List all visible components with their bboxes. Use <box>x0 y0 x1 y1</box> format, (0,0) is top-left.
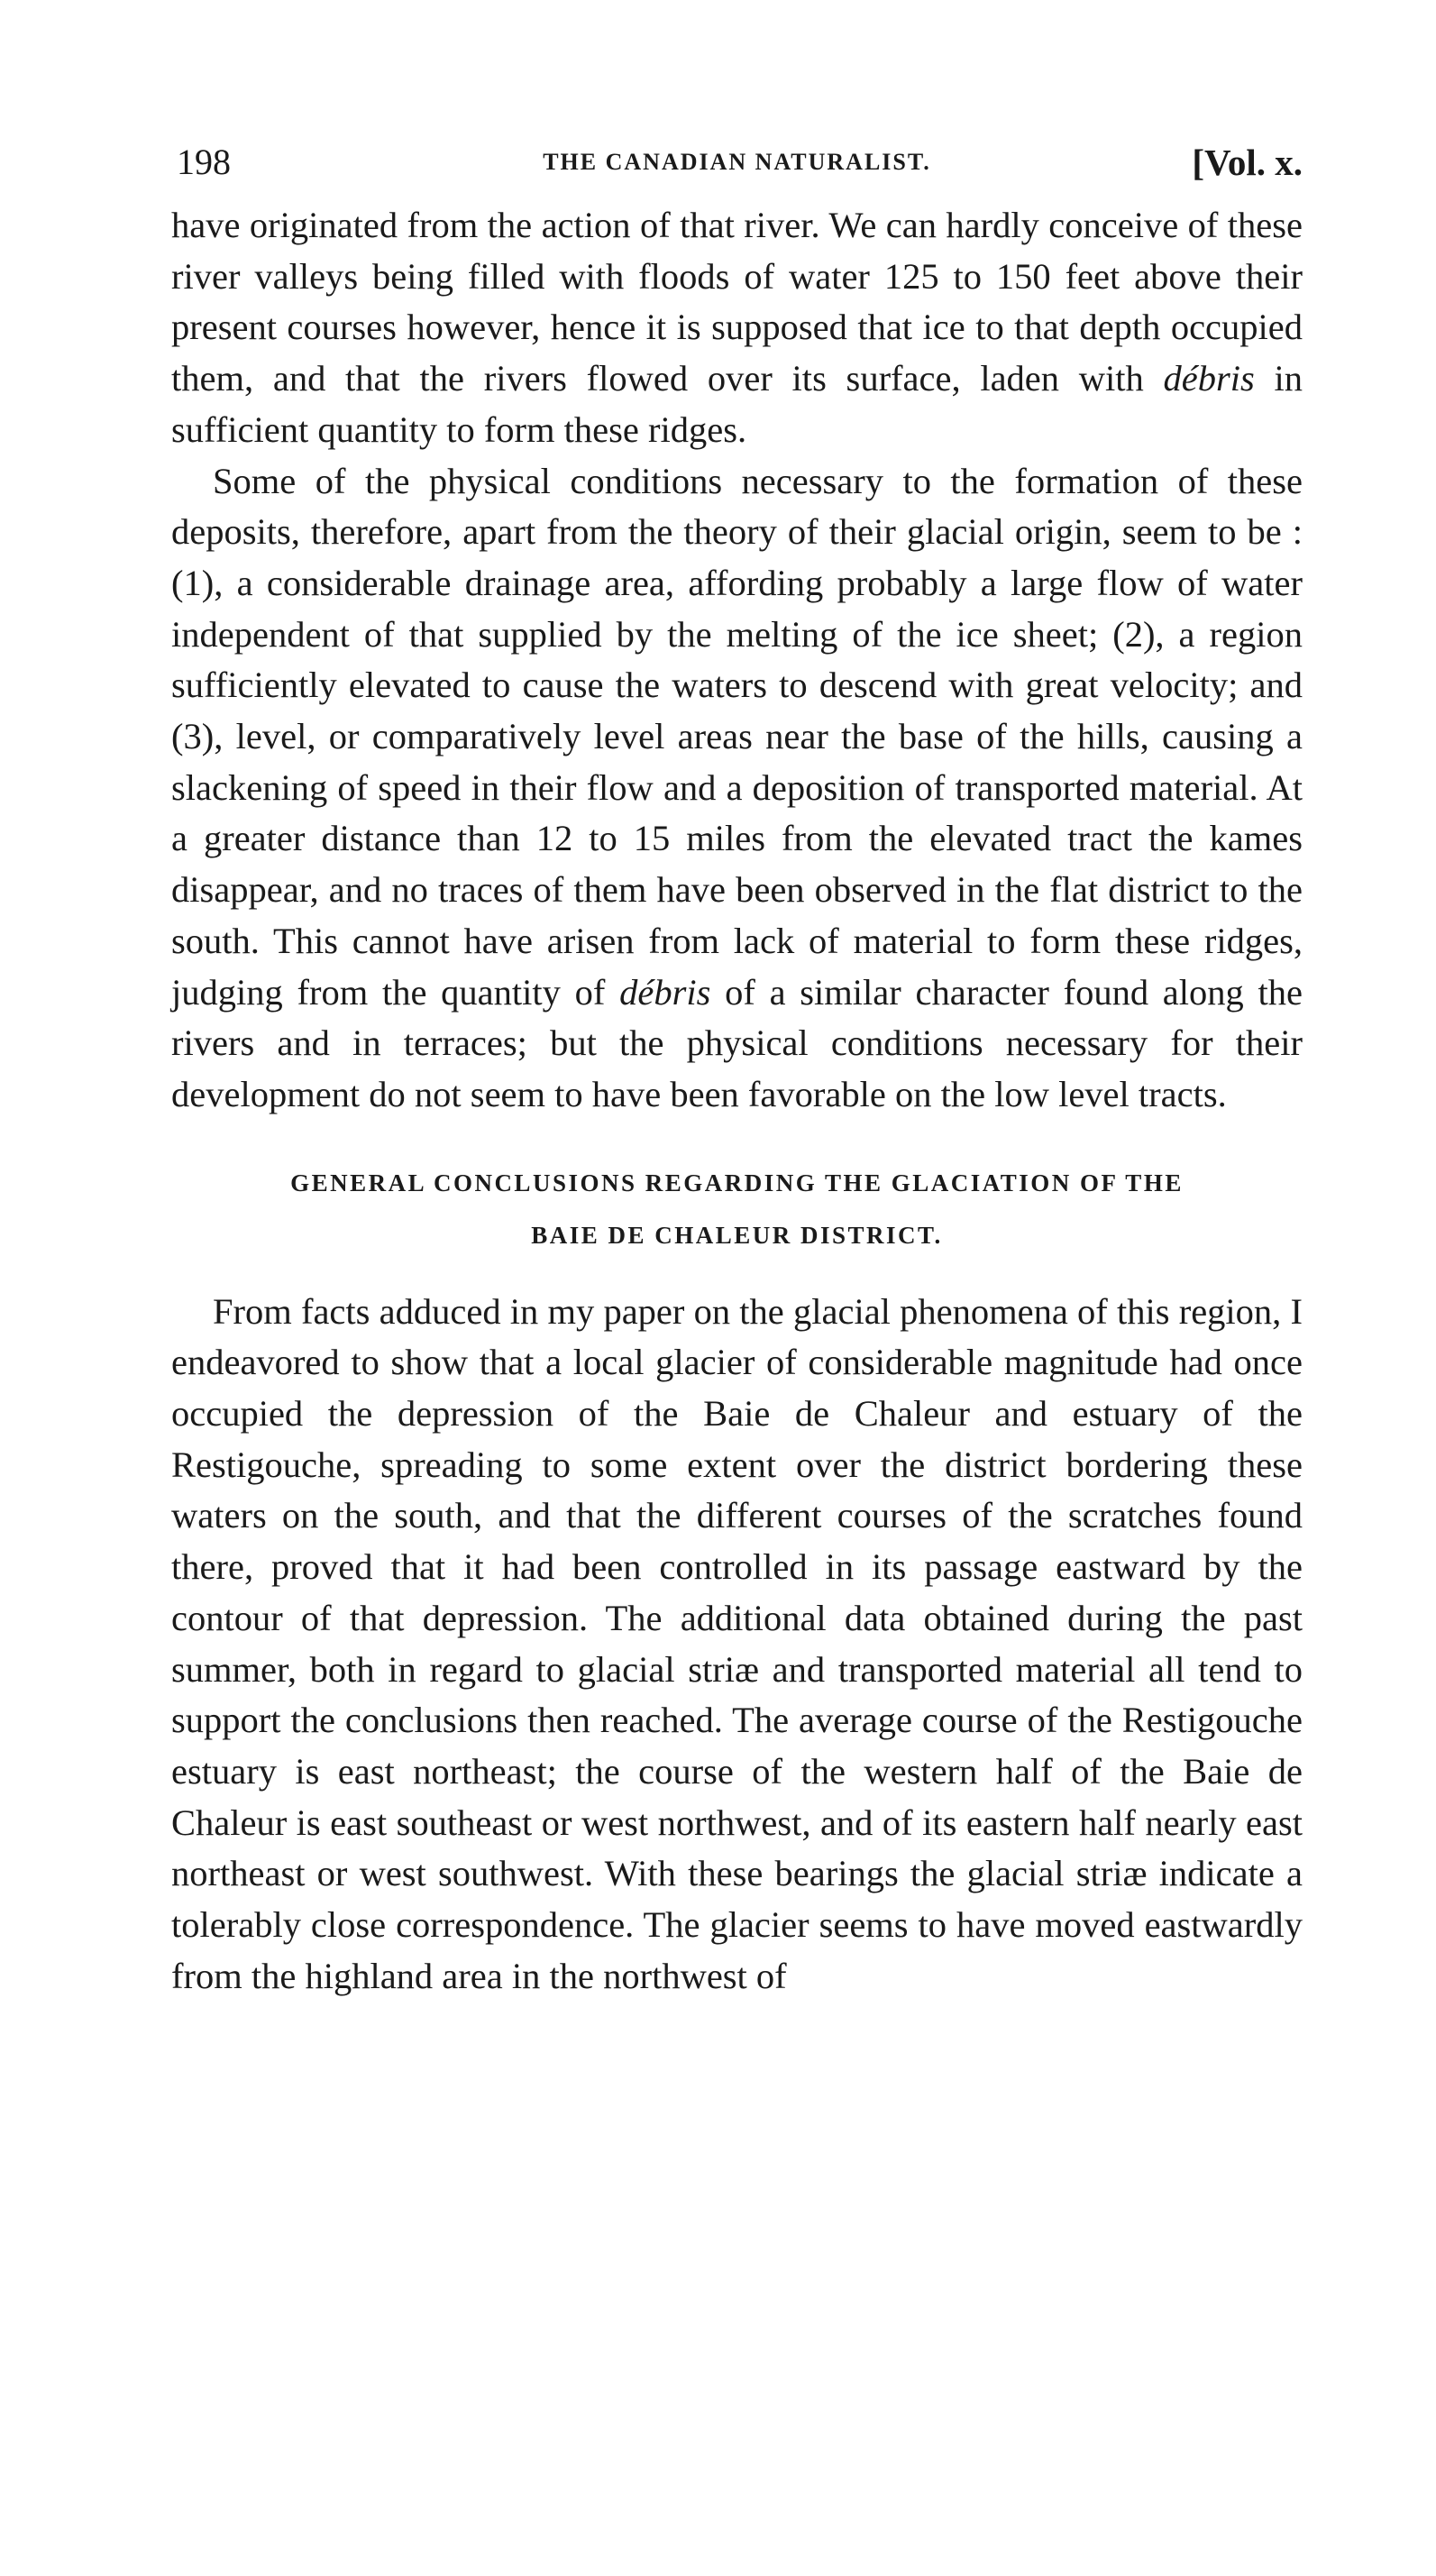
page-number: 198 <box>177 142 231 182</box>
paragraph-text: of a similar character found along the rivers and in terraces; but the physical conditions necessary for their development do not seem to have been favorable on the low level tracts. <box>171 971 1303 1114</box>
italic-word: débris <box>619 971 711 1013</box>
paragraph-conclusions: From facts adduced in my paper on the glacial phenomena of this region, I endeavored to show that a local glacier of considerable magnitude had once occupied the depression of the Baie de Chaleur and estuary of the Restigouche, spreading to some extent over the district bordering these waters on the south, and that the different courses of the scratches found there, proved that it had been controlled in its passage eastward by the contour of that depression. The additional data obtained during the past summer, both in regard to glacial striæ and transported material all tend to support the conclusions then reached. The average course of the Restigouche estuary is east northeast; the course of the western half of the Baie de Chaleur is east southeast or west northwest, and of its eastern half nearly east northeast or west southwest. With these bearings the glacial striæ indicate a tolerably close correspondence. The glacier seems to have moved eastwardly from the highland area in the northwest of <box>171 1290 1303 1996</box>
running-head <box>171 135 1303 189</box>
journal-title: THE CANADIAN NATURALIST. <box>543 149 931 175</box>
paragraph-text: have originated from the action of that river. We can hardly conceive of these river valleys being filled with floods of water 125 to 150 feet above their present courses however, hence it is supposed that ice to that depth occupied them, and that the rivers flowed over its surface, laden with <box>171 205 1303 399</box>
section-heading-line-2: BAIE DE CHALEUR DISTRICT. <box>531 1221 943 1249</box>
italic-word: débris <box>1163 358 1255 399</box>
paragraph-physical-conditions <box>171 456 1303 1121</box>
volume-marker: [Vol. x. <box>1192 142 1303 183</box>
paragraph-continuation <box>171 200 1303 456</box>
paragraph-text: in sufficient quantity to form these ridges. <box>171 358 1303 450</box>
section-heading <box>171 1157 1303 1261</box>
section-heading-line-1: GENERAL CONCLUSIONS REGARDING THE GLACIATION OF THE <box>290 1169 1184 1196</box>
paragraph-text: Some of the physical conditions necessary to the formation of these deposits, therefore, apart from the theory of their glacial origin, seem to be : (1), a considerable drainage area, affording probably a large flow of water independent of that supplied by the melting of the ice sheet; (2), a region sufficiently elevated to cause the waters to descend with great velocity; and (3), level, or comparatively level areas near the base of the hills, causing a slackening of speed in their flow and a deposition of transported material. At a greater distance than 12 to 15 miles from the elevated tract the kames disappear, and no traces of them have been observed in the flat district to the south. This cannot have arisen from lack of material to form these ridges, judging from the quantity of <box>171 460 1303 1013</box>
document-page <box>171 135 1303 2003</box>
article-body <box>171 200 1303 2003</box>
